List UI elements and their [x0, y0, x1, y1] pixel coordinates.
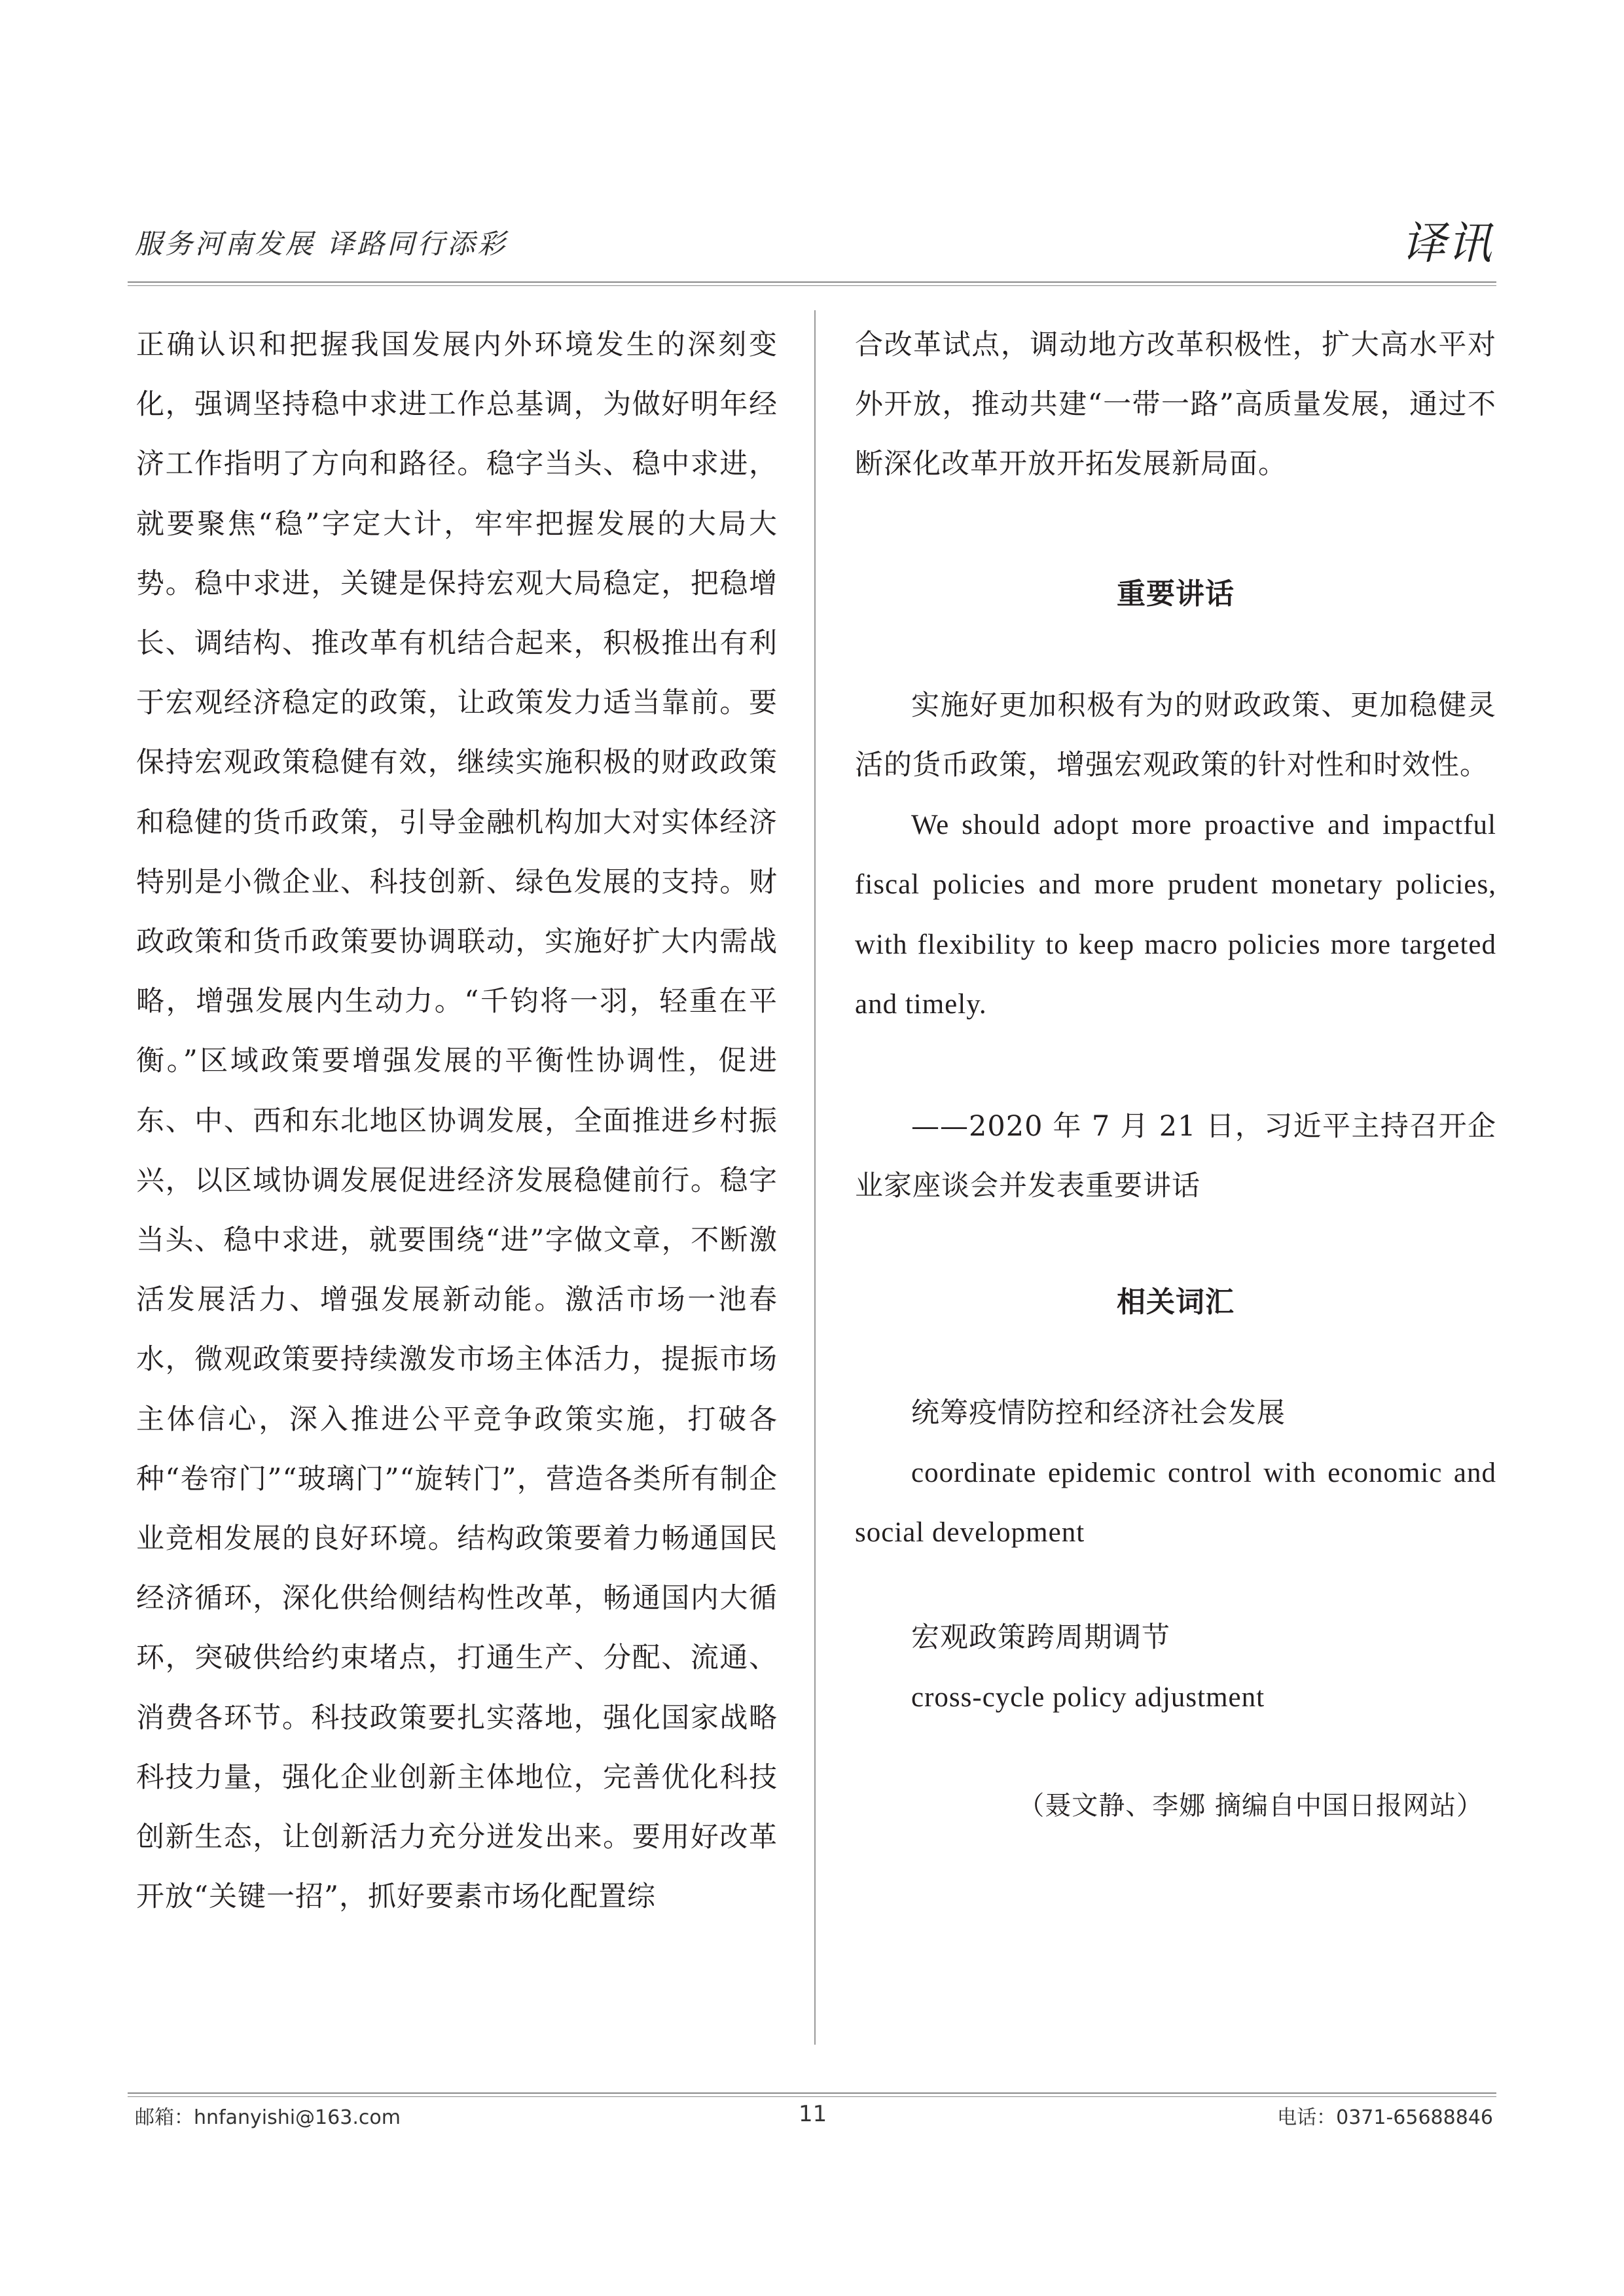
- section-heading-vocabulary: 相关词汇: [1117, 1285, 1235, 1319]
- vocab-term-english: cross-cycle policy adjustment: [911, 1682, 1265, 1713]
- footer-divider: [128, 2092, 1496, 2097]
- speech-source: ——2020 年 7 月 21 日，习近平主持召开企业家座谈会并发表重要讲话: [855, 1110, 1496, 1203]
- column-divider: [814, 310, 816, 2045]
- vocab-term-chinese: 宏观政策跨周期调节: [911, 1621, 1170, 1655]
- section-heading-speech: 重要讲话: [1117, 577, 1235, 611]
- body-continuation: 合改革试点，调动地方改革积极性，扩大高水平对外开放，推动共建“一带一路”高质量发展，通过不断深化改革开放开拓发展新局面。: [855, 329, 1496, 481]
- journal-logo: 译讯: [1401, 218, 1493, 270]
- right-column: [855, 315, 1496, 1836]
- page-header-title: 服务河南发展 译路同行添彩: [135, 228, 508, 260]
- speech-quote-chinese: 实施好更加积极有为的财政政策、更加稳健灵活的货币政策，增强宏观政策的针对性和时效性。: [855, 689, 1496, 782]
- footer-email: 邮箱：hnfanyishi@163.com: [135, 2106, 401, 2129]
- page-number: 11: [799, 2101, 827, 2127]
- source-credit: （聂文静、李娜 摘编自中国日报网站）: [1018, 1790, 1483, 1821]
- left-column-body: 正确认识和把握我国发展内外环境发生的深刻变化，强调坚持稳中求进工作总基调，为做好明年经济工作指明了方向和路径。稳字当头、稳中求进，就要聚焦“稳”字定大计，牢牢把握发展的大局大势。稳中求进，关键是保持宏观大局稳定，把稳增长、调结构、推改革有机结合起来，积极推出有利于宏观经济稳定的政策，让政策发力适当靠前。要保持宏观政策稳健有效，继续实施积极的财政政策和稳健的货币政策，引导金融机构加大对实体经济特别是小微企业、科技创新、绿色发展的支持。财政政策和货币政策要协调联动，实施好扩大内需战略，增强发展内生动力。“千钧将一羽，轻重在平衡。”区域政策要增强发展的平衡性协调性，促进东、中、西和东北地区协调发展，全面推进乡村振兴，以区域协调发展促进经济发展稳健前行。稳字当头、稳中求进，就要围绕“进”字做文章，不断激活发展活力、增强发展新动能。激活市场一池春水，微观政策要持续激发市场主体活力，提振市场主体信心，深入推进公平竞争政策实施，打破各种“卷帘门”“玻璃门”“旋转门”，营造各类所有制企业竞相发展的良好环境。结构政策要着力畅通国民经济循环，深化供给侧结构性改革，畅通国内大循环，突破供给约束堵点，打通生产、分配、流通、消费各环节。科技政策要扎实落地，强化国家战略科技力量，强化企业创新主体地位，完善优化科技创新生态，让创新活力充分迸发出来。要用好改革开放“关键一招”，抓好要素市场化配置综: [136, 329, 778, 1914]
- vocab-term-english: coordinate epidemic control with economic and social development: [855, 1457, 1496, 1549]
- footer-phone: 电话：0371-65688846: [1277, 2106, 1493, 2129]
- vocab-term-chinese: 统筹疫情防控和经济社会发展: [911, 1396, 1286, 1429]
- header-divider: [128, 281, 1496, 286]
- speech-quote-english: We should adopt more proactive and impactful fiscal policies and more prudent monetary policies, with flexibility to keep macro policies more targeted and timely.: [855, 810, 1496, 1020]
